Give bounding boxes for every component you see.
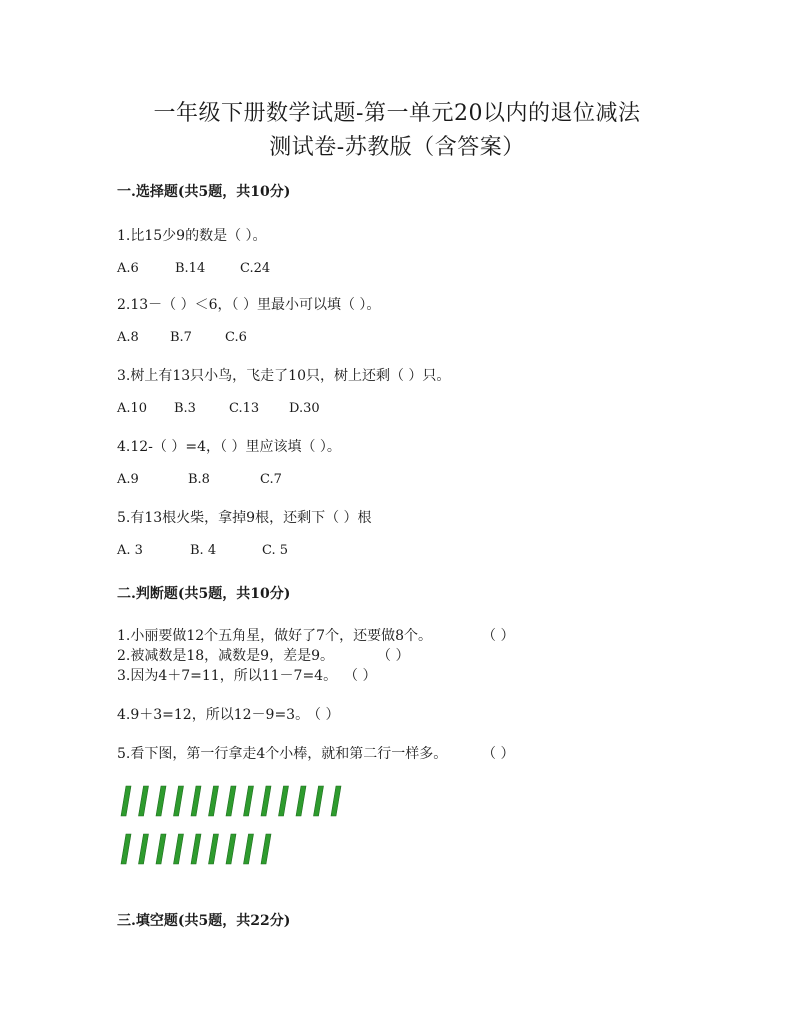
sticks-row-1-stick: [314, 786, 324, 816]
title-line-1: 一年级下册数学试题-第一单元20以内的退位减法: [153, 101, 641, 126]
sticks-row-1-stick: [121, 786, 131, 816]
judge-3-text: 3.因为4＋7=11，所以11－7=4。: [117, 668, 338, 684]
judge-question-4: [117, 704, 340, 724]
section-fill-heading: 三.填空题(共5题，共22分): [117, 913, 291, 929]
sticks-row-1-stick: [296, 786, 306, 816]
choice-question-4: 4.12-（ ）=4，（ ）里应该填（ ）。: [117, 439, 341, 455]
judge-3-paren: （ ）: [344, 668, 377, 684]
choice-5-option-c: C. 5: [262, 543, 289, 558]
choice-question-3: 3.树上有13只小鸟，飞走了10只，树上还剩（ ）只。: [117, 368, 451, 384]
judge-1-paren: （ ）: [482, 628, 515, 644]
judge-1-text: 1.小丽要做12个五角星，做好了7个，还要做8个。: [117, 628, 432, 644]
sticks-row-2-stick: [174, 834, 184, 864]
sticks-row-2-stick: [209, 834, 219, 864]
sticks-row-2: [121, 834, 271, 864]
sticks-row-1-stick: [191, 786, 201, 816]
judge-4-text: 4.9＋3=12，所以12－9=3。: [117, 707, 310, 723]
choice-question-2: 2.13－（ ）＜6，（ ）里最小可以填（ ）。: [117, 297, 381, 313]
sticks-row-1-stick: [139, 786, 149, 816]
sticks-row-1: [121, 786, 341, 816]
sticks-row-1-stick: [174, 786, 184, 816]
section-choice-heading: 一.选择题(共5题，共10分): [117, 184, 291, 200]
choice-5-option-a: A. 3: [117, 543, 143, 558]
choice-1-option-c: C.24: [240, 261, 271, 276]
sticks-row-1-stick: [156, 786, 166, 816]
sticks-row-2-stick: [139, 834, 149, 864]
choice-1-option-a: A.6: [117, 261, 139, 276]
choice-4-option-a: A.9: [117, 472, 139, 487]
choice-question-5: 5.有13根火柴，拿掉9根，还剩下（ ）根: [117, 510, 372, 526]
choice-2-option-a: A.8: [117, 330, 139, 345]
judge-question-3: [117, 665, 377, 685]
sticks-row-1-stick: [209, 786, 219, 816]
sticks-row-1-stick: [279, 786, 289, 816]
judge-5-paren: （ ）: [482, 746, 515, 762]
choice-3-option-a: A.10: [117, 401, 148, 416]
judge-4-paren: （ ）: [307, 707, 340, 723]
choice-2-option-c: C.6: [225, 330, 247, 345]
judge-question-1: [117, 625, 515, 645]
choice-4-option-c: C.7: [260, 472, 282, 487]
sticks-row-2-stick: [244, 834, 254, 864]
choice-1-option-b: B.14: [175, 261, 206, 276]
sticks-row-1-stick: [331, 786, 341, 816]
title-line-2: 测试卷-苏教版（含答案）: [269, 135, 525, 160]
judge-5-text: 5.看下图，第一行拿走4个小棒，就和第二行一样多。: [117, 746, 448, 762]
sticks-row-1-stick: [226, 786, 236, 816]
choice-2-option-b: B.7: [170, 330, 192, 345]
judge-2-paren: （ ）: [377, 648, 410, 664]
sticks-row-2-stick: [261, 834, 271, 864]
judge-question-5: [117, 743, 515, 763]
choice-3-option-c: C.13: [229, 401, 260, 416]
choice-3-option-d: D.30: [289, 401, 320, 416]
sticks-row-2-stick: [121, 834, 131, 864]
sticks-row-2-stick: [226, 834, 236, 864]
sticks-row-1-stick: [244, 786, 254, 816]
choice-5-option-b: B. 4: [190, 543, 217, 558]
judge-2-text: 2.被减数是18，减数是9，差是9。: [117, 648, 334, 664]
sticks-row-2-stick: [156, 834, 166, 864]
judge-question-2: [117, 645, 410, 665]
matchstick-figure: [117, 782, 357, 872]
sticks-row-2-stick: [191, 834, 201, 864]
sticks-row-1-stick: [261, 786, 271, 816]
choice-3-option-b: B.3: [174, 401, 196, 416]
choice-4-option-b: B.8: [188, 472, 210, 487]
choice-question-1: 1.比15少9的数是（ ）。: [117, 228, 267, 244]
section-judge-heading: 二.判断题(共5题，共10分): [117, 586, 291, 602]
